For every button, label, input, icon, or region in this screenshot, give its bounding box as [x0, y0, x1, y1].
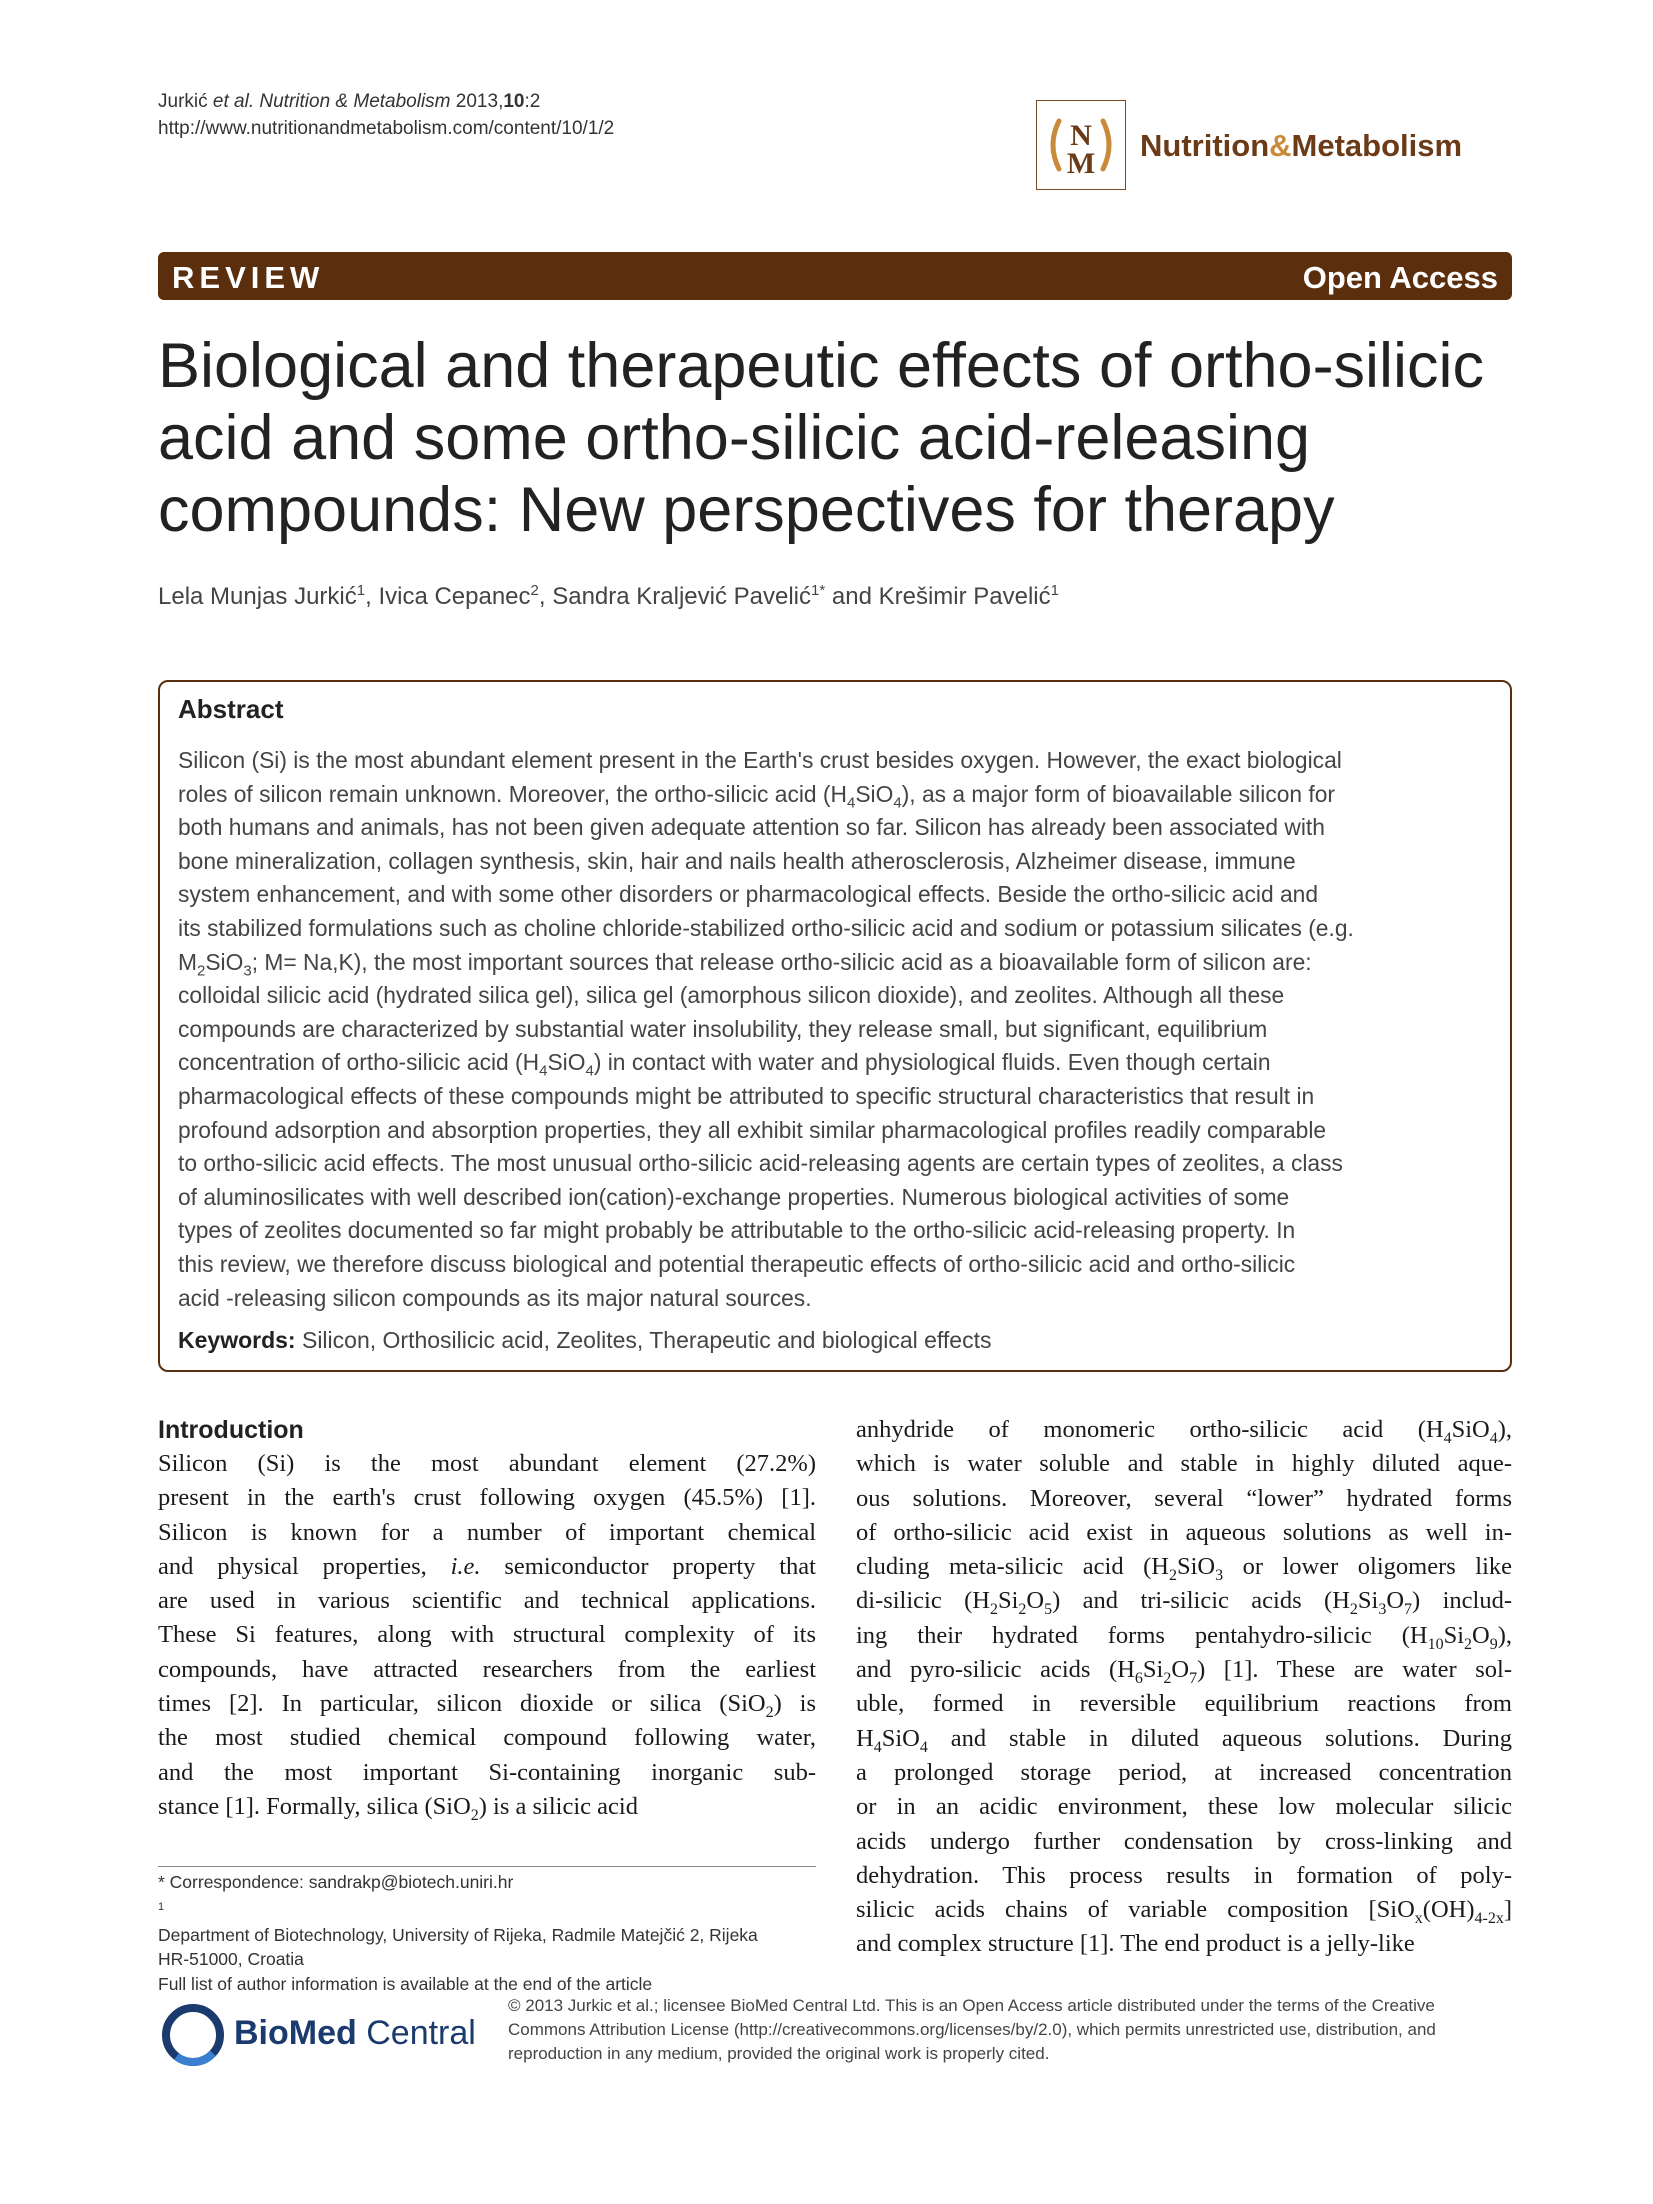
body-line: stance [1]. Formally, silica (SiO$_2$) is a silicic acid	[158, 1792, 638, 1824]
journal-name	[1140, 128, 1462, 164]
body-line: or in an acidic environment, these low molecular silicic	[856, 1793, 1512, 1821]
footnote-divider	[158, 1866, 816, 1867]
correspondence-note: * Correspondence: sandrakp@biotech.uniri.hr	[158, 1872, 514, 1892]
journal-name-part2: Metabolism	[1291, 128, 1463, 163]
author-affiliation: 2	[530, 582, 539, 599]
nm-logo-icon	[1036, 100, 1126, 190]
body-line: ing their hydrated forms pentahydro-silicic $(H_{10}Si_2O_9)$,	[856, 1621, 1512, 1653]
author-info-note: Full list of author information is available at the end of the article	[158, 1973, 653, 1994]
citation-url[interactable]: http://www.nutritionandmetabolism.com/content/10/1/2	[158, 118, 615, 139]
abstract-line: types of zeolites documented so far might probably be attributable to the ortho-silicic acid-releasing property. In	[178, 1217, 1296, 1244]
body-line: present in the earth's crust following oxygen (45.5%) [1].	[158, 1484, 816, 1512]
author-separator: ,	[365, 583, 379, 610]
body-line: Silicon (Si) is the most abundant element (27.2%)	[158, 1450, 816, 1477]
affiliation-note	[158, 1895, 816, 1948]
journal-logo	[1036, 100, 1516, 192]
body-line: are used in various scientific and technical applications.	[158, 1587, 816, 1615]
keywords-list: Silicon, Orthosilicic acid, Zeolites, Therapeutic and biological effects	[301, 1327, 992, 1353]
body-line: silicic acids chains of variable composition $[SiO_x(OH)_{4-2x}]$	[856, 1896, 1512, 1928]
citation-line	[158, 88, 614, 115]
abstract-heading: Abstract	[178, 694, 284, 724]
author-affiliation: 1*	[811, 582, 826, 599]
author-list	[158, 582, 1059, 611]
author-affiliation: 1	[356, 582, 366, 599]
abstract-text	[178, 744, 1498, 1315]
abstract-box	[158, 680, 1512, 1372]
citation-volume: 10	[503, 91, 525, 112]
abstract-line: of aluminosilicates with well described ion(cation)-exchange properties. Numerous biological activities of some	[178, 1183, 1290, 1210]
biomed-central-logo	[158, 2000, 478, 2070]
biomed-name	[234, 2014, 476, 2053]
affiliation-line: Department of Biotechnology, University of Rijeka, Radmile Matejčić 2, Rijeka	[158, 1924, 758, 1945]
author-name: Lela Munjas Jurkić	[158, 583, 357, 610]
citation-journal: Nutrition & Metabolism	[259, 91, 451, 112]
body-line: and physical properties, i.e. semiconductor property that	[158, 1552, 816, 1580]
abstract-line: both humans and animals, has not been given adequate attention so far. Silicon has already been associated with	[178, 814, 1325, 841]
body-line: acids undergo further condensation by cross-linking and	[856, 1827, 1512, 1855]
open-access-label: Open Access	[1302, 260, 1498, 295]
abstract-line: Silicon (Si) is the most abundant element present in the Earth's crust besides oxygen. However, the exact biological	[178, 747, 1342, 773]
body-line: which is water soluble and stable in highly diluted aque-	[856, 1450, 1512, 1478]
body-line: uble, formed in reversible equilibrium reactions from	[856, 1690, 1512, 1718]
body-line: dehydration. This process results in formation of poly-	[856, 1861, 1512, 1889]
biomed-name-rest: Central	[356, 2014, 476, 2052]
body-line: of ortho-silicic acid exist in aqueous solutions as well in-	[856, 1518, 1512, 1546]
abstract-line: to ortho-silicic acid effects. The most unusual ortho-silicic acid-releasing agents are certain types of zeolites, a class	[178, 1150, 1343, 1177]
body-line: and pyro-silicic acids $(H_6Si_2O_7)$ [1]. These are water sol-	[856, 1656, 1512, 1687]
title-line: compounds: New perspectives for therapy	[158, 475, 1335, 545]
license-text	[508, 1994, 1518, 2066]
article-type-banner	[158, 252, 1512, 300]
abstract-line: bone mineralization, collagen synthesis, skin, hair and nails health atherosclerosis, Alzheimer disease, immune	[178, 847, 1296, 874]
body-line: and complex structure [1]. The end product is a jelly-like	[856, 1930, 1415, 1958]
author-name: Sandra Kraljević Pavelić	[552, 583, 812, 610]
author-separator: and	[825, 583, 879, 610]
journal-name-amp: &	[1269, 128, 1292, 163]
body-line: a prolonged storage period, at increased concentration	[856, 1758, 1512, 1786]
author-affiliation: 1	[1050, 582, 1059, 599]
footnotes	[158, 1870, 816, 1996]
journal-name-part1: Nutrition	[1140, 128, 1270, 163]
title-line: Biological and therapeutic effects of ortho-silicic	[158, 331, 1485, 401]
abstract-line: acid -releasing silicon compounds as its major natural sources.	[178, 1284, 812, 1311]
author-name: Krešimir Pavelić	[878, 583, 1051, 610]
affiliation-marker: 1	[158, 1900, 165, 1913]
biomed-name-bold: BioMed	[234, 2014, 357, 2052]
body-column-right	[856, 1413, 1512, 1962]
license-line: Commons Attribution License (http://creativecommons.org/licenses/by/2.0), which permits unrestricted use, distribution, and	[508, 2020, 1436, 2039]
biomed-ring-icon	[158, 2000, 228, 2070]
abstract-line: roles of silicon remain unknown. Moreover, the ortho-silicic acid $(H_4SiO_4)$, as a major form of bioavailable silicon for	[178, 780, 1336, 812]
abstract-line: system enhancement, and with some other disorders or pharmacological effects. Beside the ortho-silicic acid and	[178, 881, 1319, 908]
body-line: and the most important Si-containing inorganic sub-	[158, 1758, 816, 1786]
license-line: reproduction in any medium, provided the original work is properly cited.	[508, 2044, 1050, 2063]
abstract-line: $M_2SiO_3$; M= Na,K), the most important sources that release ortho-silicic acid as a bioavailable form of silicon are:	[178, 948, 1312, 980]
body-line: the most studied chemical compound following water,	[158, 1724, 816, 1752]
abstract-line: this review, we therefore discuss biological and potential therapeutic effects of ortho-silicic acid and ortho-silicic	[178, 1250, 1296, 1277]
citation-header	[158, 88, 614, 142]
body-line: Silicon is known for a number of important chemical	[158, 1518, 816, 1546]
citation-authors: Jurkić	[158, 91, 208, 112]
body-line: di-silicic $(H_2Si_2O_5)$ and tri-silicic acids $(H_2Si_3O_7)$ includ-	[856, 1587, 1513, 1619]
abstract-line: compounds are characterized by substantial water insolubility, they release small, but significant, equilibrium	[178, 1015, 1268, 1042]
body-line: anhydride of monomeric ortho-silicic acid $(H_4SiO_4)$,	[856, 1416, 1512, 1447]
citation-etal: et al.	[212, 91, 255, 112]
section-heading-introduction: Introduction	[158, 1416, 304, 1444]
svg-text:M: M	[1066, 147, 1096, 180]
author-name: Ivica Cepanec	[378, 583, 531, 610]
abstract-line: profound adsorption and absorption properties, they all exhibit similar pharmacological profiles readily comparable	[178, 1116, 1327, 1143]
body-line: These Si features, along with structural complexity of its	[158, 1621, 816, 1649]
body-line: $H_4SiO_4$ and stable in diluted aqueous solutions. During	[856, 1724, 1512, 1756]
keywords-label: Keywords:	[178, 1327, 296, 1353]
body-column-left	[158, 1447, 816, 1824]
body-line: cluding meta-silicic acid ($H_2SiO_3$ or lower oligomers like	[856, 1553, 1512, 1585]
license-line: © 2013 Jurkic et al.; licensee BioMed Central Ltd. This is an Open Access article distributed under the terms of the Creative	[508, 1996, 1435, 2015]
body-line: compounds, have attracted researchers from the earliest	[158, 1655, 816, 1683]
keywords	[178, 1327, 991, 1354]
title-line: acid and some ortho-silicic acid-releasing	[158, 403, 1311, 473]
citation-year: 2013,	[455, 91, 504, 112]
article-type-label: REVIEW	[172, 260, 325, 295]
author-separator: ,	[538, 583, 553, 610]
svg-text:N: N	[1070, 119, 1092, 152]
body-line: ous solutions. Moreover, several “lower” hydrated forms	[856, 1484, 1512, 1512]
nm-logo-graphic	[1037, 101, 1125, 189]
affiliation-line: HR-51000, Croatia	[158, 1949, 304, 1970]
article-title	[158, 330, 1512, 546]
abstract-line: concentration of ortho-silicic acid $(H_4SiO_4)$ in contact with water and physiological fluids. Even though certain	[178, 1049, 1271, 1080]
body-line: times [2]. In particular, silicon dioxide or silica (SiO$_2$) is	[158, 1690, 816, 1721]
abstract-line: colloidal silicic acid (hydrated silica gel), silica gel (amorphous silicon dioxide), and zeolites. Although all these	[178, 982, 1285, 1009]
citation-article: :2	[524, 91, 541, 112]
abstract-line: its stabilized formulations such as choline chloride-stabilized ortho-silicic acid and sodium or potassium silicates (e.g.	[178, 914, 1354, 941]
abstract-line: pharmacological effects of these compounds might be attributed to specific structural characteristics that result in	[178, 1082, 1315, 1109]
